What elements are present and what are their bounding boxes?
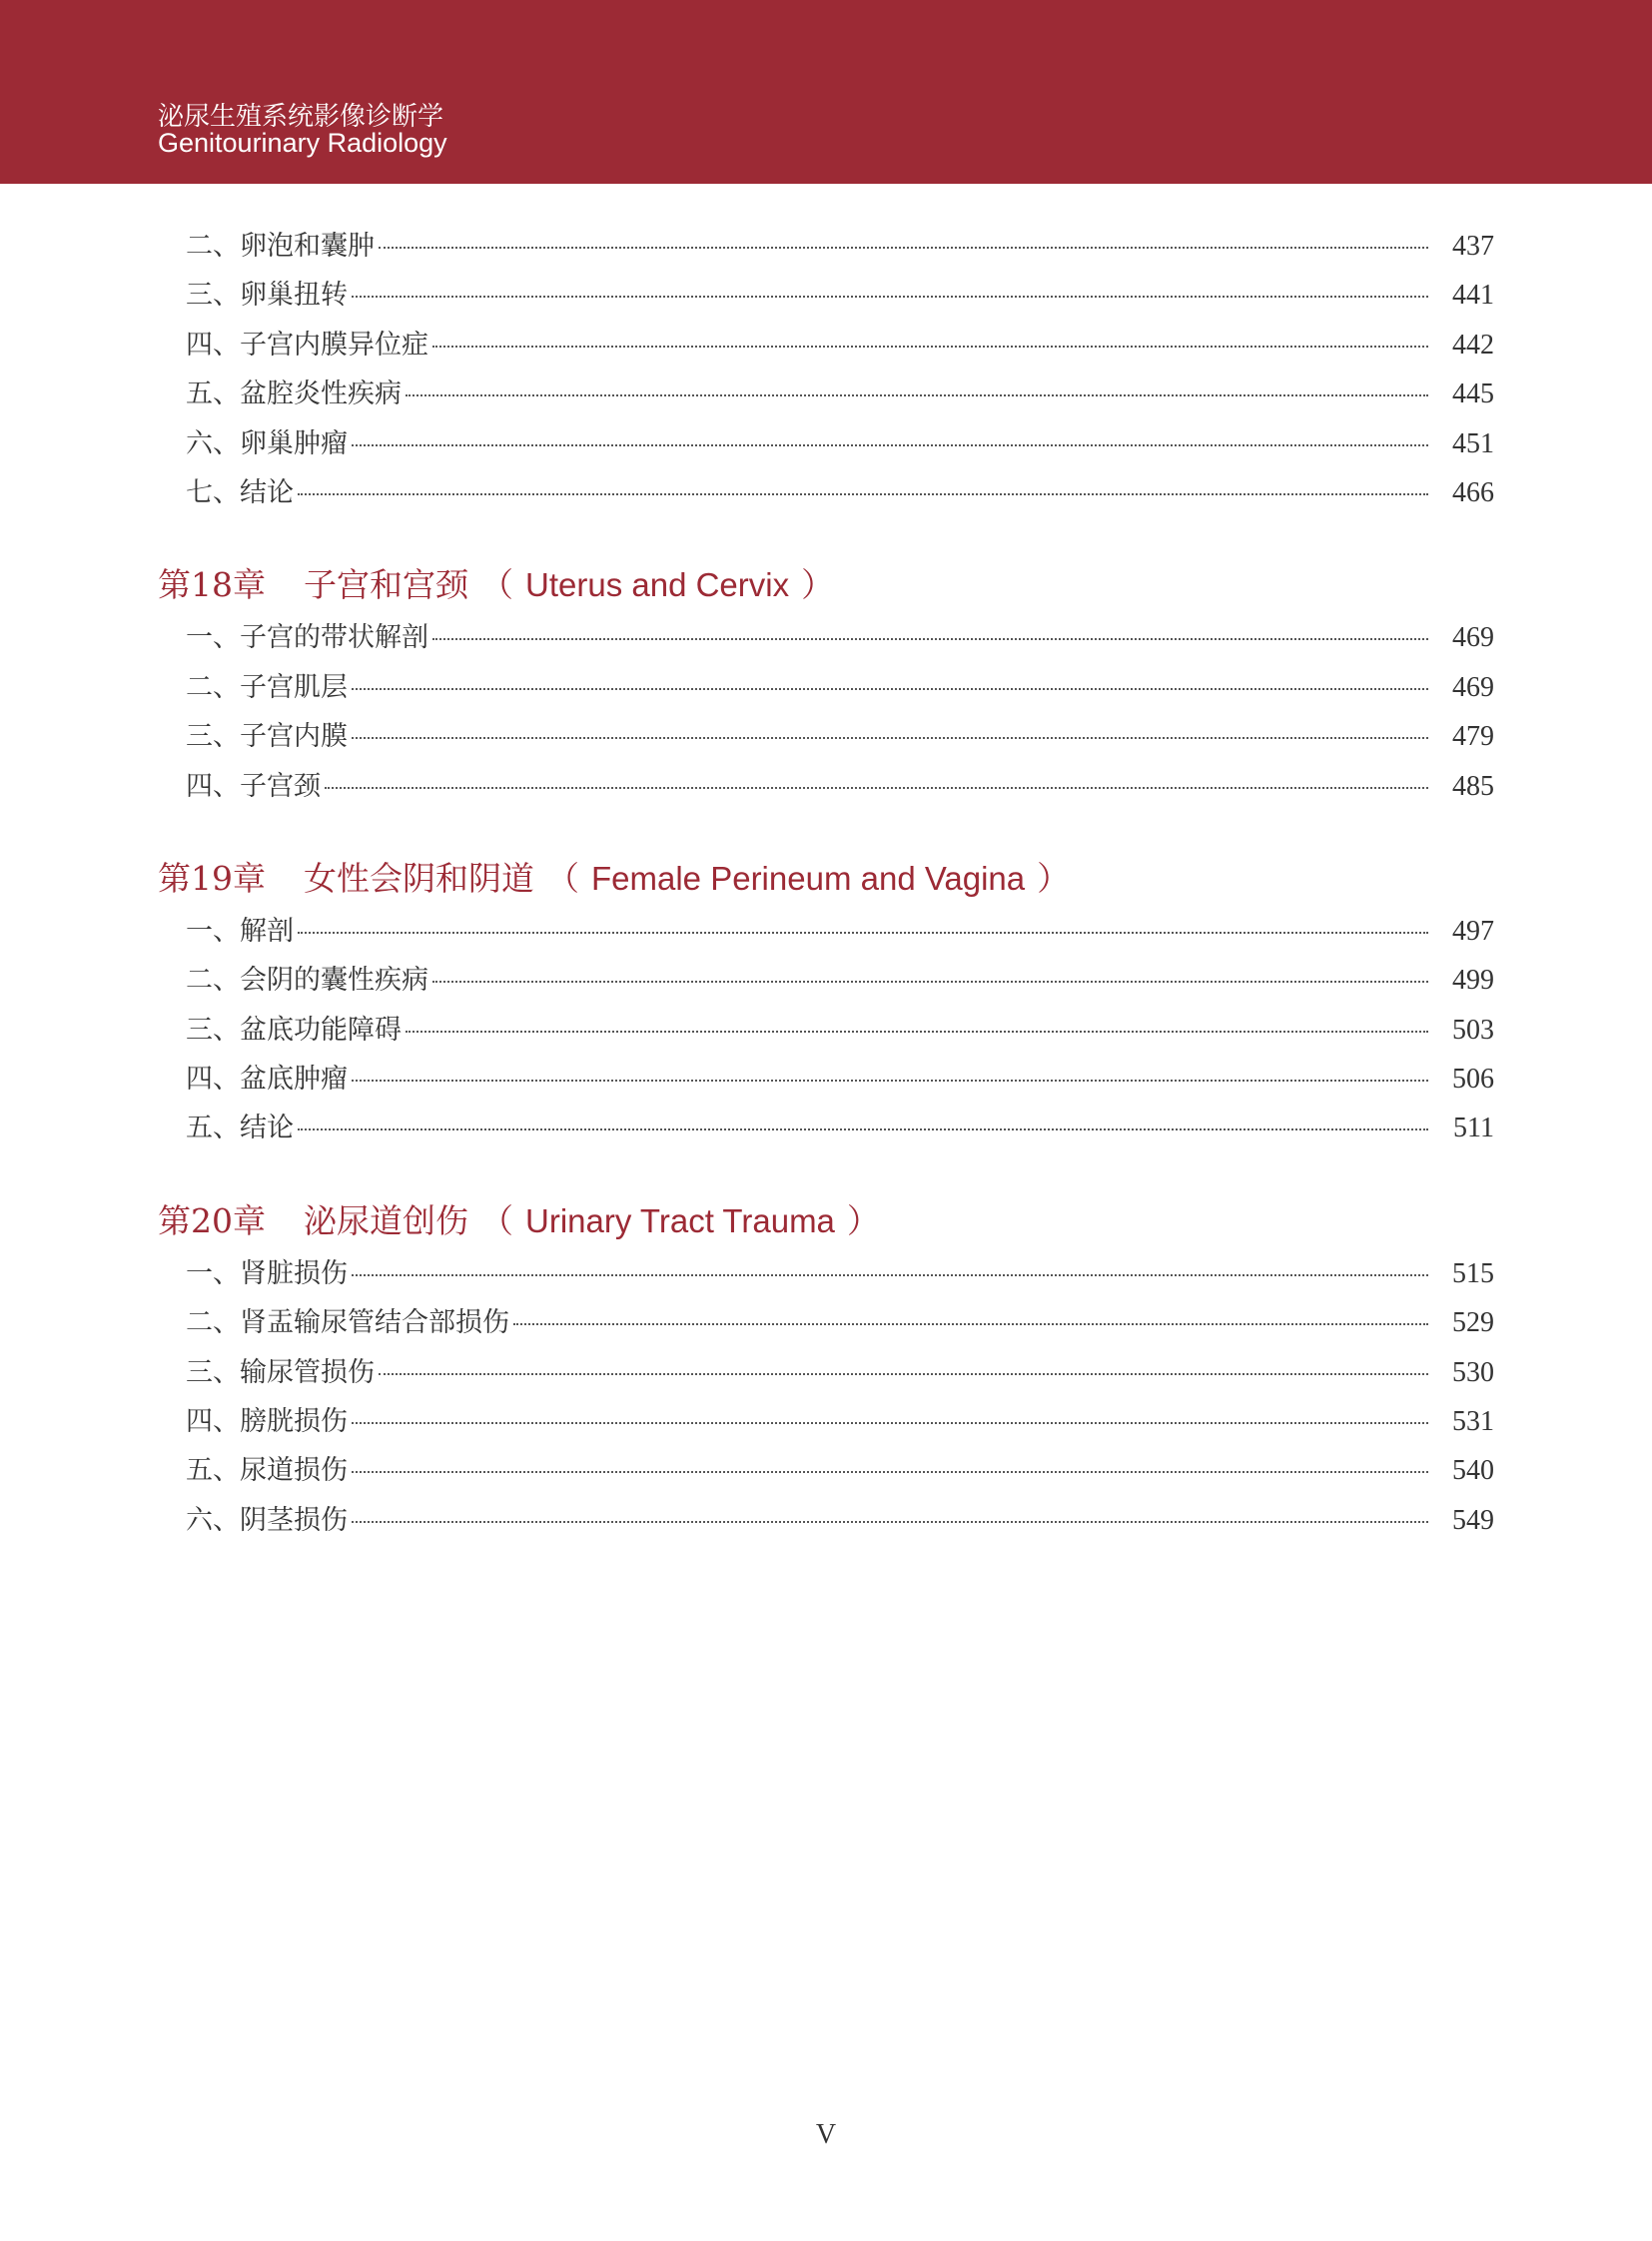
toc-entry-title: 五、盆腔炎性疾病 [186,378,402,410]
dot-leader [298,932,1428,934]
toc-entry-title: 二、子宫肌层 [186,671,348,703]
toc-entry-page: 469 [1452,671,1494,703]
toc-entry-title: 三、盆底功能障碍 [186,1014,402,1046]
dot-leader [352,688,1428,690]
toc-entry[interactable] [158,665,1494,714]
toc-entry[interactable] [158,224,1494,273]
book-title-cn: 泌尿生殖系统影像诊断学 [158,102,444,132]
dot-leader [379,1373,1428,1375]
toc-entry[interactable] [158,273,1494,322]
toc-entry[interactable] [158,958,1494,1007]
dot-leader [352,444,1428,446]
dot-leader [352,1080,1428,1082]
toc-entry-title: 一、解剖 [186,915,294,947]
toc-entry[interactable] [158,1057,1494,1106]
dot-leader [352,1521,1428,1523]
toc-entry-title: 一、肾脏损伤 [186,1257,348,1289]
toc-entry[interactable] [158,1350,1494,1399]
toc-entry-page: 485 [1452,770,1494,802]
chapter-paren-close: ） [801,565,835,605]
chapter-paren-close: ） [1037,858,1071,898]
toc-entry-title: 二、肾盂输尿管结合部损伤 [186,1307,509,1339]
toc-entry-page: 441 [1452,280,1494,312]
toc-entry-title: 五、尿道损伤 [186,1455,348,1487]
toc-entry[interactable] [158,714,1494,763]
dot-leader [513,1323,1428,1325]
toc-entry-page: 499 [1452,965,1494,997]
toc-entry[interactable] [158,909,1494,958]
toc-entry-title: 四、盆底肿瘤 [186,1064,348,1096]
chapter-section [158,853,1494,1155]
toc-entry-title: 四、子宫内膜异位症 [186,329,428,361]
toc-entry-title: 六、卵巢肿瘤 [186,427,348,459]
toc-entry-page: 469 [1452,622,1494,654]
toc-entry-page: 437 [1452,231,1494,262]
chapter-section [158,1195,1494,1547]
toc-entry-title: 二、卵泡和囊肿 [186,231,375,262]
toc-entry[interactable] [158,1399,1494,1448]
toc-entry[interactable] [158,1448,1494,1497]
chapter-heading[interactable] [158,559,1494,613]
toc-entry-page: 497 [1452,915,1494,947]
chapter-title-en: Urinary Tract Trauma [525,1201,835,1239]
toc-entry-title: 三、卵巢扭转 [186,280,348,312]
toc-entry-page: 511 [1453,1113,1494,1144]
toc-entry-page: 442 [1452,329,1494,361]
toc-entry[interactable] [158,1300,1494,1349]
toc-entry-title: 五、结论 [186,1113,294,1144]
toc-entry[interactable] [158,764,1494,813]
toc-entry[interactable] [158,470,1494,519]
toc-entry[interactable] [158,372,1494,420]
page-number: V [815,2119,837,2150]
toc-entry[interactable] [158,1498,1494,1547]
toc-entry-title: 二、会阴的囊性疾病 [186,965,428,997]
continued-section [158,224,1494,519]
dot-leader [432,638,1428,640]
dot-leader [325,787,1428,789]
chapter-paren-close: ） [846,1200,880,1240]
dot-leader [406,394,1428,396]
chapter-number: 第20章 [158,1200,266,1240]
toc-entry[interactable] [158,421,1494,470]
chapter-title-cn: 女性会阴和阴道 [304,858,534,898]
chapter-title-cn: 泌尿道创伤 [304,1200,468,1240]
dot-leader [432,981,1428,983]
toc-entry-title: 四、子宫颈 [186,770,321,802]
dot-leader [352,1422,1428,1424]
toc-entry[interactable] [158,1106,1494,1154]
chapter-heading[interactable] [158,1195,1494,1249]
toc-entry-page: 531 [1452,1406,1494,1438]
book-title-en: Genitourinary Radiology [158,128,447,158]
dot-leader [432,346,1428,348]
toc-entry[interactable] [158,615,1494,664]
toc-entry-page: 445 [1452,378,1494,410]
dot-leader [352,737,1428,739]
toc-entry-page: 506 [1452,1064,1494,1096]
toc-entry-title: 三、输尿管损伤 [186,1356,375,1388]
toc-entry-page: 529 [1452,1307,1494,1339]
dot-leader [379,247,1428,249]
dot-leader [352,296,1428,298]
chapter-number: 第19章 [158,858,266,898]
dot-leader [352,1471,1428,1473]
toc-entry-title: 七、结论 [186,476,294,508]
chapter-paren-open: （ [480,565,513,605]
chapter-title-en: Female Perineum and Vagina [591,859,1026,897]
toc-entry-title: 六、阴茎损伤 [186,1504,348,1536]
chapter-title-en: Uterus and Cervix [525,566,790,604]
toc-entry[interactable] [158,1008,1494,1057]
dot-leader [352,1274,1428,1276]
chapter-title-cn: 子宫和宫颈 [304,565,468,605]
chapter-paren-open: （ [480,1200,513,1240]
toc-entry-title: 一、子宫的带状解剖 [186,622,428,654]
toc-entry-page: 540 [1452,1455,1494,1487]
toc-entry-page: 515 [1452,1257,1494,1289]
dot-leader [406,1031,1428,1033]
toc-entry[interactable] [158,323,1494,372]
toc-entry-page: 549 [1452,1504,1494,1536]
chapter-heading[interactable] [158,853,1494,907]
toc-entry[interactable] [158,1251,1494,1300]
toc-entry-page: 530 [1452,1356,1494,1388]
toc-entry-title: 四、膀胱损伤 [186,1406,348,1438]
dot-leader [298,493,1428,495]
header-banner [0,0,1652,184]
chapter-paren-open: （ [546,858,579,898]
dot-leader [298,1128,1428,1130]
toc-entry-page: 451 [1452,427,1494,459]
toc-entry-page: 466 [1452,476,1494,508]
toc-entry-title: 三、子宫内膜 [186,721,348,753]
toc-entry-page: 503 [1452,1014,1494,1046]
table-of-contents [158,224,1494,1547]
chapter-number: 第18章 [158,565,266,605]
chapter-section [158,559,1494,813]
toc-entry-page: 479 [1452,721,1494,753]
